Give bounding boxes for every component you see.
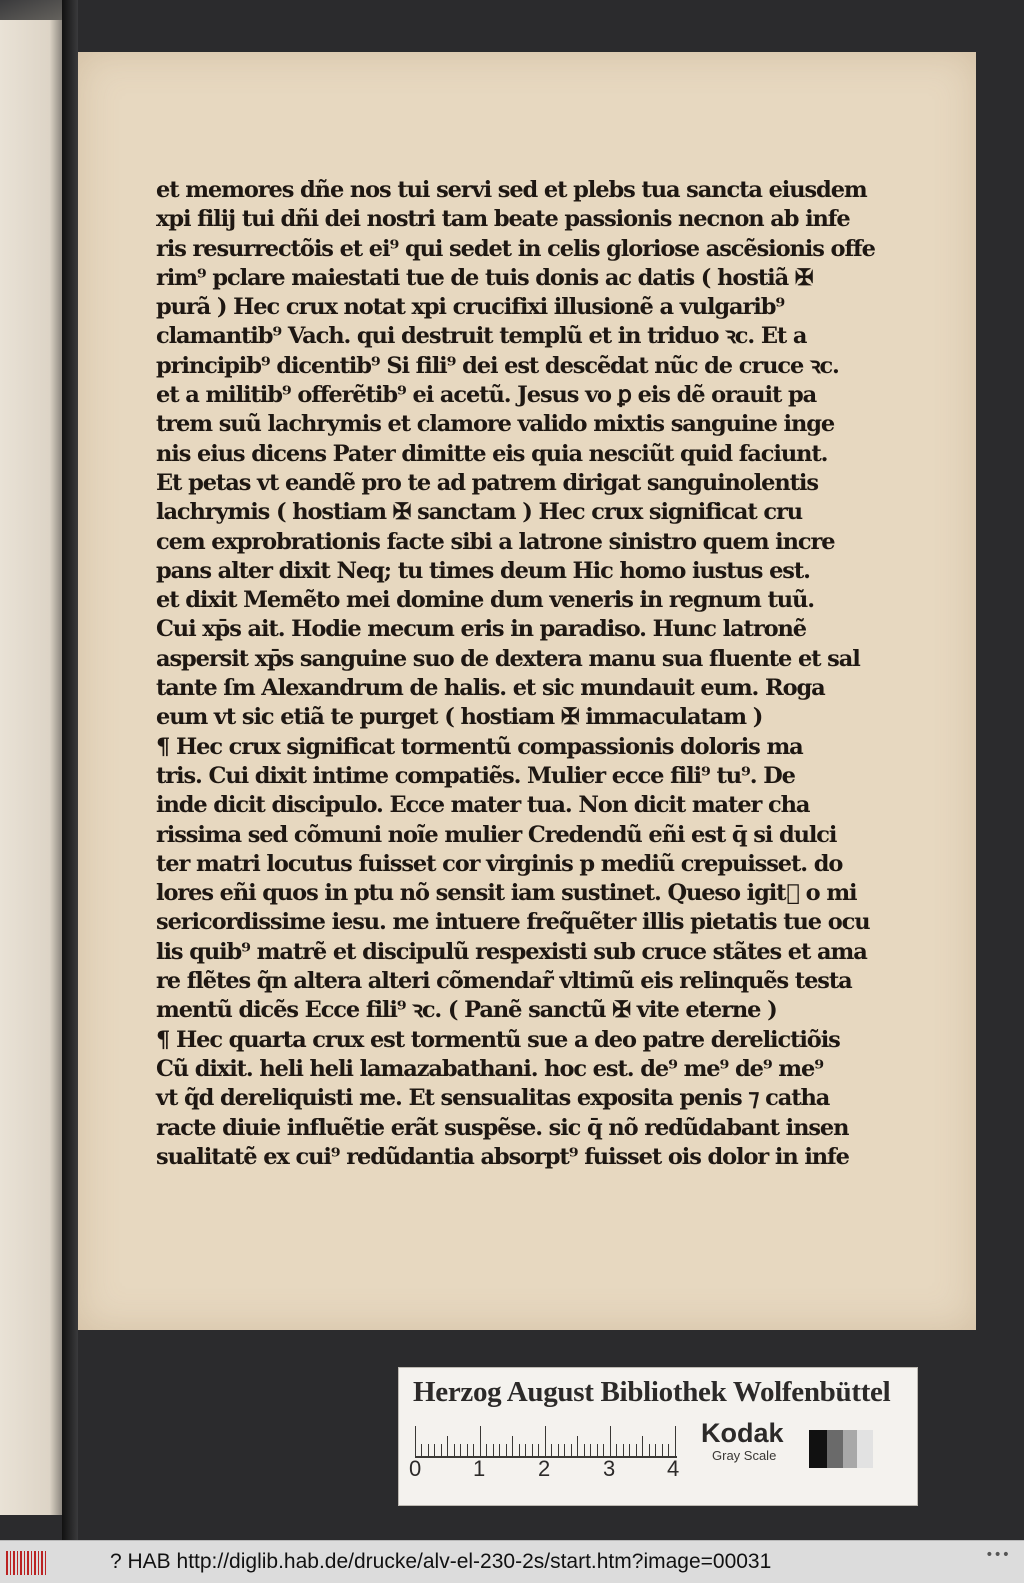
ruler-tick (577, 1436, 578, 1456)
text-line: Cui xp̄s ait. Hodie mecum eris in paradiso. Hunc latronẽ (156, 616, 806, 643)
text-line: et dixit Memẽto mei domine dum veneris in regnum tuũ. (156, 587, 815, 614)
ruler-tick (532, 1444, 533, 1456)
text-line: et a militib⁹ offerẽtib⁹ ei acetũ. Jesus vo ꝑ eis dẽ orauit pa (156, 382, 817, 409)
ruler-tick (662, 1444, 663, 1456)
status-bar (0, 1540, 1024, 1583)
ruler-tick (558, 1444, 559, 1456)
ruler-number: 3 (603, 1456, 616, 1481)
card-title: Herzog August Bibliothek Wolfenbüttel (413, 1376, 891, 1408)
text-line: ris resurrectõis et ei⁹ qui sedet in celis gloriose ascẽsionis offe (156, 235, 875, 262)
ruler-tick (603, 1444, 604, 1456)
text-line: re flẽtes q̃n altera alteri cõmendar̃ vltimũ eis relinquẽs testa (156, 968, 852, 995)
ruler (415, 1426, 677, 1458)
ruler-tick (655, 1444, 656, 1456)
ruler-tick (525, 1444, 526, 1456)
ruler-tick (415, 1426, 416, 1456)
text-line: principib⁹ dicentib⁹ Si fili⁹ dei est descẽdat nũc de cruce ꝛc. (156, 352, 839, 379)
text-line: ¶ Hec crux significat tormentũ compassionis doloris ma (156, 733, 803, 760)
text-line: lores eñi quos in ptu nõ sensit iam sustinet. Queso igit᷑ o mi (156, 880, 857, 907)
text-line: Cũ dixit. heli heli lamazabathani. hoc est. de⁹ me⁹ de⁹ me⁹ (156, 1055, 823, 1082)
ruler-tick (480, 1426, 481, 1456)
ruler-tick (499, 1444, 500, 1456)
ruler-tick (512, 1436, 513, 1456)
ruler-tick (597, 1444, 598, 1456)
barcode-icon (6, 1551, 46, 1575)
text-line: cem exprobrationis facte sibi a latrone sinistro quem incre (156, 528, 835, 555)
text-line: trem suũ lachrymis et clamore valido mixtis sanguine inge (156, 411, 835, 438)
ruler-tick (590, 1444, 591, 1456)
ruler-number: 2 (538, 1456, 551, 1481)
text-line: tris. Cui dixit intime compatiẽs. Mulier ecce fili⁹ tu⁹. De (156, 762, 795, 789)
text-line: xpi filij tui dñi dei nostri tam beate passionis necnon ab infe (156, 206, 850, 233)
ruler-number: 4 (667, 1456, 680, 1481)
text-line: nis eius dicens Pater dimitte eis quia nesciũt quid faciunt. (156, 440, 828, 467)
gray-patch-light (857, 1430, 873, 1468)
ruler-tick (636, 1444, 637, 1456)
book-gutter (62, 0, 78, 1540)
text-line: sericordissime iesu. me intuere freq̃uẽter illis pietatis tue ocu (156, 909, 870, 936)
text-line: mentũ dicẽs Ecce fili⁹ ꝛc. ( Panẽ sanctũ ✠ vite eterne ) (156, 997, 777, 1024)
page-text (156, 176, 875, 1172)
text-line: rissima sed cõmuni noĩe mulier Credendũ eñi est q̄ si dulci (156, 821, 837, 848)
left-page-edge (0, 20, 62, 1515)
text-line: aspersit xp̄s sanguine suo de dextera manu sua fluente et sal (156, 645, 860, 672)
ruler-tick (493, 1444, 494, 1456)
ruler-tick (460, 1444, 461, 1456)
gray-patch-black (809, 1430, 827, 1468)
more-options-icon[interactable]: ••• (985, 1547, 1010, 1563)
gray-scale-label: Gray Scale (712, 1448, 777, 1463)
text-line: eum vt sic etiã te purget ( hostiam ✠ immaculatam ) (156, 704, 763, 731)
text-line: et memores dñe nos tui servi sed et plebs tua sancta eiusdem (156, 177, 867, 203)
ruler-tick (642, 1436, 643, 1456)
text-line: vt q̃d dereliquisti me. Et sensualitas exposita penis ⁊ catha (156, 1085, 830, 1112)
text-line: ter matri locutus fuisset cor virginis p mediũ crepuisset. do (156, 850, 843, 877)
color-calibration-card (398, 1367, 918, 1506)
ruler-tick (447, 1436, 448, 1456)
text-line: lis quib⁹ matrẽ et discipulũ respexisti sub cruce stãtes et ama (156, 938, 867, 965)
text-line: sualitatẽ ex cui⁹ redũdantia absorpt⁹ fuisset ois dolor in infe (156, 1143, 849, 1170)
ruler-tick (428, 1444, 429, 1456)
ruler-tick (610, 1426, 611, 1456)
ruler-tick (571, 1444, 572, 1456)
ruler-tick (473, 1444, 474, 1456)
ruler-tick (454, 1444, 455, 1456)
ruler-tick (421, 1444, 422, 1456)
ruler-number: 1 (473, 1456, 486, 1481)
ruler-tick (616, 1444, 617, 1456)
ruler-tick (519, 1444, 520, 1456)
ruler-tick (623, 1444, 624, 1456)
manuscript-page (78, 52, 976, 1330)
ruler-tick (434, 1444, 435, 1456)
text-line: pans alter dixit Neq; tu times deum Hic homo iustus est. (156, 557, 810, 584)
kodak-logo: Kodak (701, 1418, 784, 1448)
ruler-tick (564, 1444, 565, 1456)
gray-patch-dark (827, 1430, 843, 1468)
text-line: Et petas vt eandẽ pro te ad patrem dirigat sanguinolentis (156, 469, 818, 496)
ruler-tick (538, 1444, 539, 1456)
text-line: purã ) Hec crux notat xpi crucifixi illusionẽ a vulgarib⁹ (156, 294, 785, 321)
ruler-number: 0 (409, 1456, 422, 1481)
ruler-tick (629, 1444, 630, 1456)
ruler-tick (486, 1444, 487, 1456)
text-line: lachrymis ( hostiam ✠ sanctam ) Hec crux significat cru (156, 499, 802, 526)
ruler-tick (506, 1444, 507, 1456)
text-line: tante ſm Alexandrum de halis. et sic mundauit eum. Roga (156, 675, 825, 702)
text-line: clamantib⁹ Vach. qui destruit templũ et in triduo ꝛc. Et a (156, 323, 807, 350)
text-line: racte diuie influẽtie erãt suspẽse. sic q̄ nõ redũdabant insen (156, 1114, 849, 1141)
ruler-tick (551, 1444, 552, 1456)
ruler-tick (675, 1426, 676, 1456)
text-line: inde dicit discipulo. Ecce mater tua. Non dicit mater cha (156, 792, 810, 819)
ruler-tick (545, 1426, 546, 1456)
text-line: rim⁹ pclare maiestati tue de tuis donis ac datis ( hostiã ✠ (156, 264, 813, 291)
ruler-tick (668, 1444, 669, 1456)
text-line: ¶ Hec quarta crux est tormentũ sue a deo patre derelictiõis (156, 1026, 840, 1053)
ruler-tick (649, 1444, 650, 1456)
page-url[interactable]: ? HAB http://diglib.hab.de/drucke/alv-el-230-2s/start.htm?image=00031 (110, 1550, 772, 1573)
ruler-tick (441, 1444, 442, 1456)
ruler-tick (584, 1444, 585, 1456)
gray-patch-mid (843, 1430, 857, 1468)
ruler-tick (467, 1444, 468, 1456)
